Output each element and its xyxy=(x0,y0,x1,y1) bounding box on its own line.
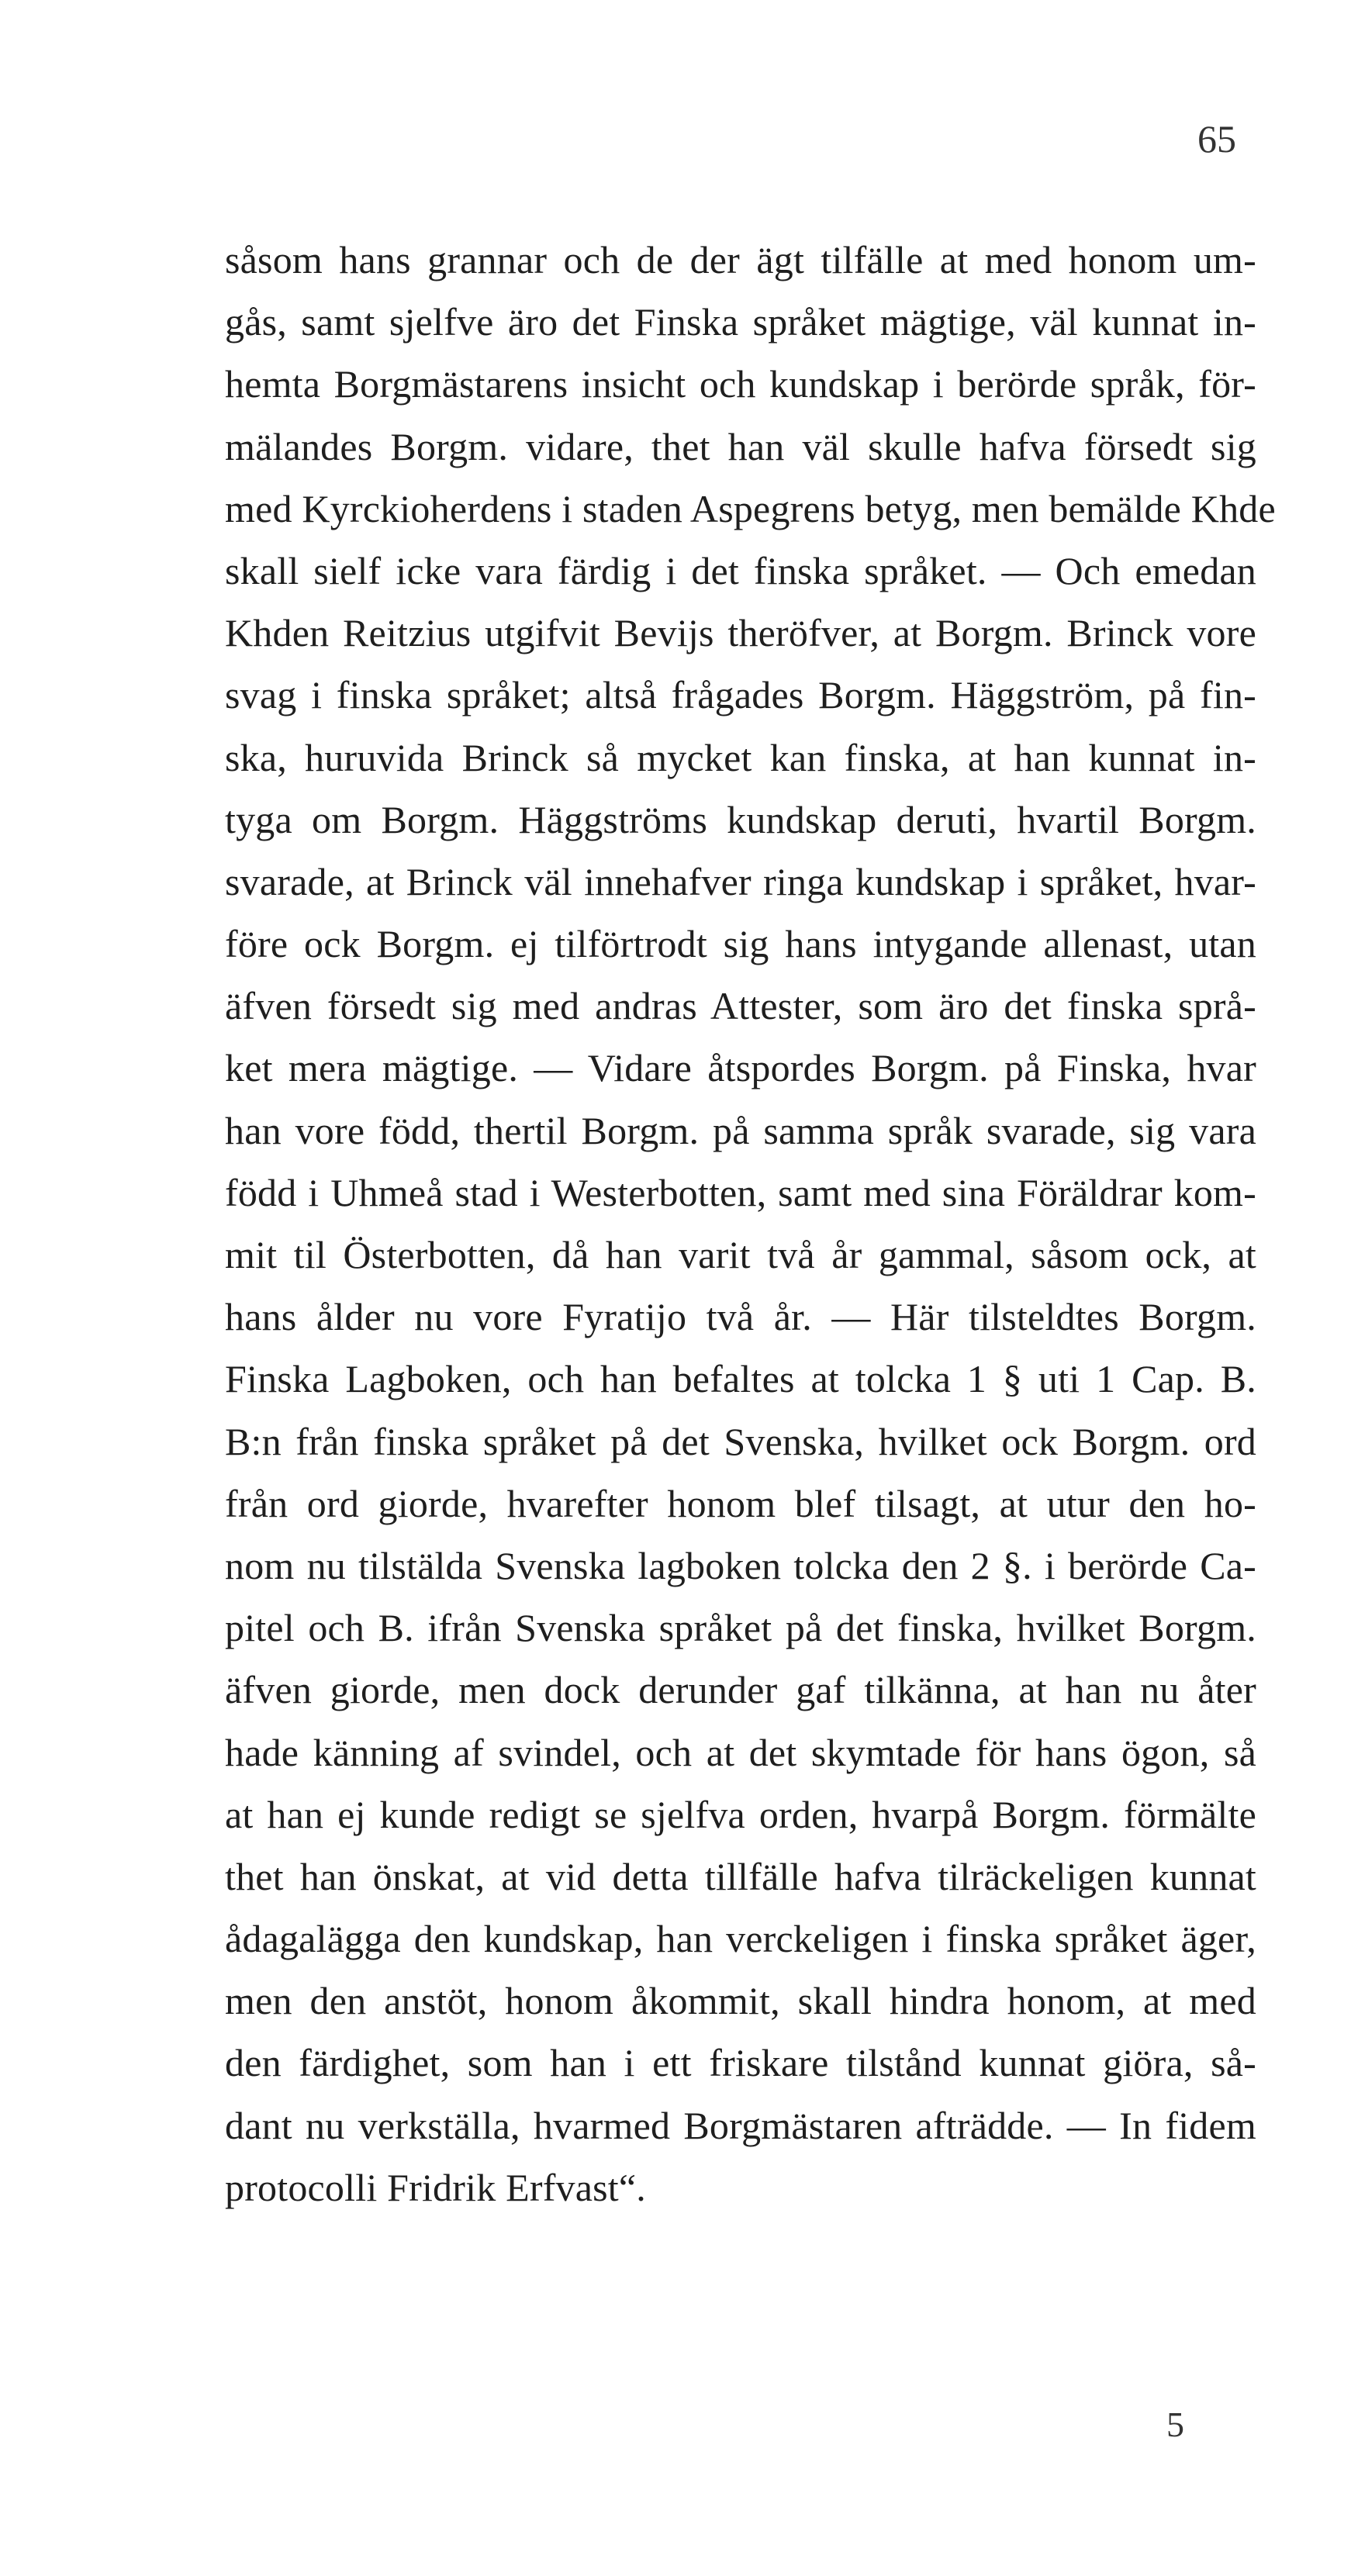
text-line: dant nu verkställa, hvarmed Borgmästaren afträdde. — In fidem xyxy=(225,2103,1256,2147)
text-line: B:n från finska språket på det Svenska, hvilket ock Borgm. ord xyxy=(225,1419,1256,1463)
text-line: nom nu tilstälda Svenska lagboken tolcka den 2 §. i berörde Ca- xyxy=(225,1543,1256,1587)
text-line: äfven giorde, men dock derunder gaf tilkänna, at han nu åter xyxy=(225,1668,1256,1712)
text-line: ket mera mägtige. — Vidare åtspordes Borgm. på Finska, hvar xyxy=(225,1046,1256,1090)
text-line: skall sielf icke vara färdig i det finska språket. — Och emedan xyxy=(225,548,1256,592)
text-line: mälandes Borgm. vidare, thet han väl skulle hafva försedt sig xyxy=(225,424,1256,468)
text-line: före ock Borgm. ej tilförtrodt sig hans intygande allenast, utan xyxy=(225,922,1256,966)
text-line: ska, huruvida Brinck så mycket kan finska, at han kunnat in- xyxy=(225,735,1256,779)
text-line: äfven försedt sig med andras Attester, som äro det finska språ- xyxy=(225,984,1256,1028)
text-line: ådagalägga den kundskap, han verckeligen i finska språket äger, xyxy=(225,1917,1256,1961)
text-line: med Kyrckioherdens i staden Aspegrens betyg, men bemälde Khde xyxy=(225,486,1276,530)
text-line: pitel och B. ifrån Svenska språket på det finska, hvilket Borgm. xyxy=(225,1606,1256,1650)
text-line: thet han önskat, at vid detta tillfälle hafva tilräckeligen kunnat xyxy=(225,1854,1256,1898)
text-line: från ord giorde, hvarefter honom blef tilsagt, at utur den ho- xyxy=(225,1481,1256,1525)
text-line: han vore född, thertil Borgm. på samma språk svarade, sig vara xyxy=(225,1108,1256,1152)
text-line: hemta Borgmästarens insicht och kundskap i berörde språk, för- xyxy=(225,362,1256,406)
text-line: hade känning af svindel, och at det skymtade för hans ögon, så xyxy=(225,1730,1256,1774)
text-line: tyga om Borgm. Häggströms kundskap deruti, hvartil Borgm. xyxy=(225,797,1256,841)
text-line: men den anstöt, honom åkommit, skall hindra honom, at med xyxy=(225,1979,1256,2023)
text-line: gås, samt sjelfve äro det Finska språket mägtige, väl kunnat in- xyxy=(225,300,1256,344)
text-line: protocolli Fridrik Erfvast“. xyxy=(225,2165,646,2209)
body-text xyxy=(225,229,1276,2219)
page-number: 65 xyxy=(1197,117,1236,161)
signature-mark: 5 xyxy=(1166,2405,1184,2444)
text-line: Khden Reitzius utgifvit Bevijs theröfver, at Borgm. Brinck vore xyxy=(225,611,1256,655)
text-line: svarade, at Brinck väl innehafver ringa kundskap i språket, hvar- xyxy=(225,859,1256,903)
text-line: at han ej kunde redigt se sjelfva orden, hvarpå Borgm. förmälte xyxy=(225,1792,1256,1836)
text-line: svag i finska språket; altså frågades Borgm. Häggström, på fin- xyxy=(225,673,1256,717)
text-line: den färdighet, som han i ett friskare tilstånd kunnat giöra, så- xyxy=(225,2041,1256,2085)
text-line: såsom hans grannar och de der ägt tilfälle at med honom um- xyxy=(225,238,1256,281)
text-line: mit til Österbotten, då han varit två år gammal, såsom ock, at xyxy=(225,1233,1256,1276)
text-line: Finska Lagboken, och han befaltes at tolcka 1 § uti 1 Cap. B. xyxy=(225,1357,1256,1401)
text-line: hans ålder nu vore Fyratijo två år. — Här tilsteldtes Borgm. xyxy=(225,1295,1256,1339)
text-line: född i Uhmeå stad i Westerbotten, samt med sina Föräldrar kom- xyxy=(225,1170,1256,1214)
